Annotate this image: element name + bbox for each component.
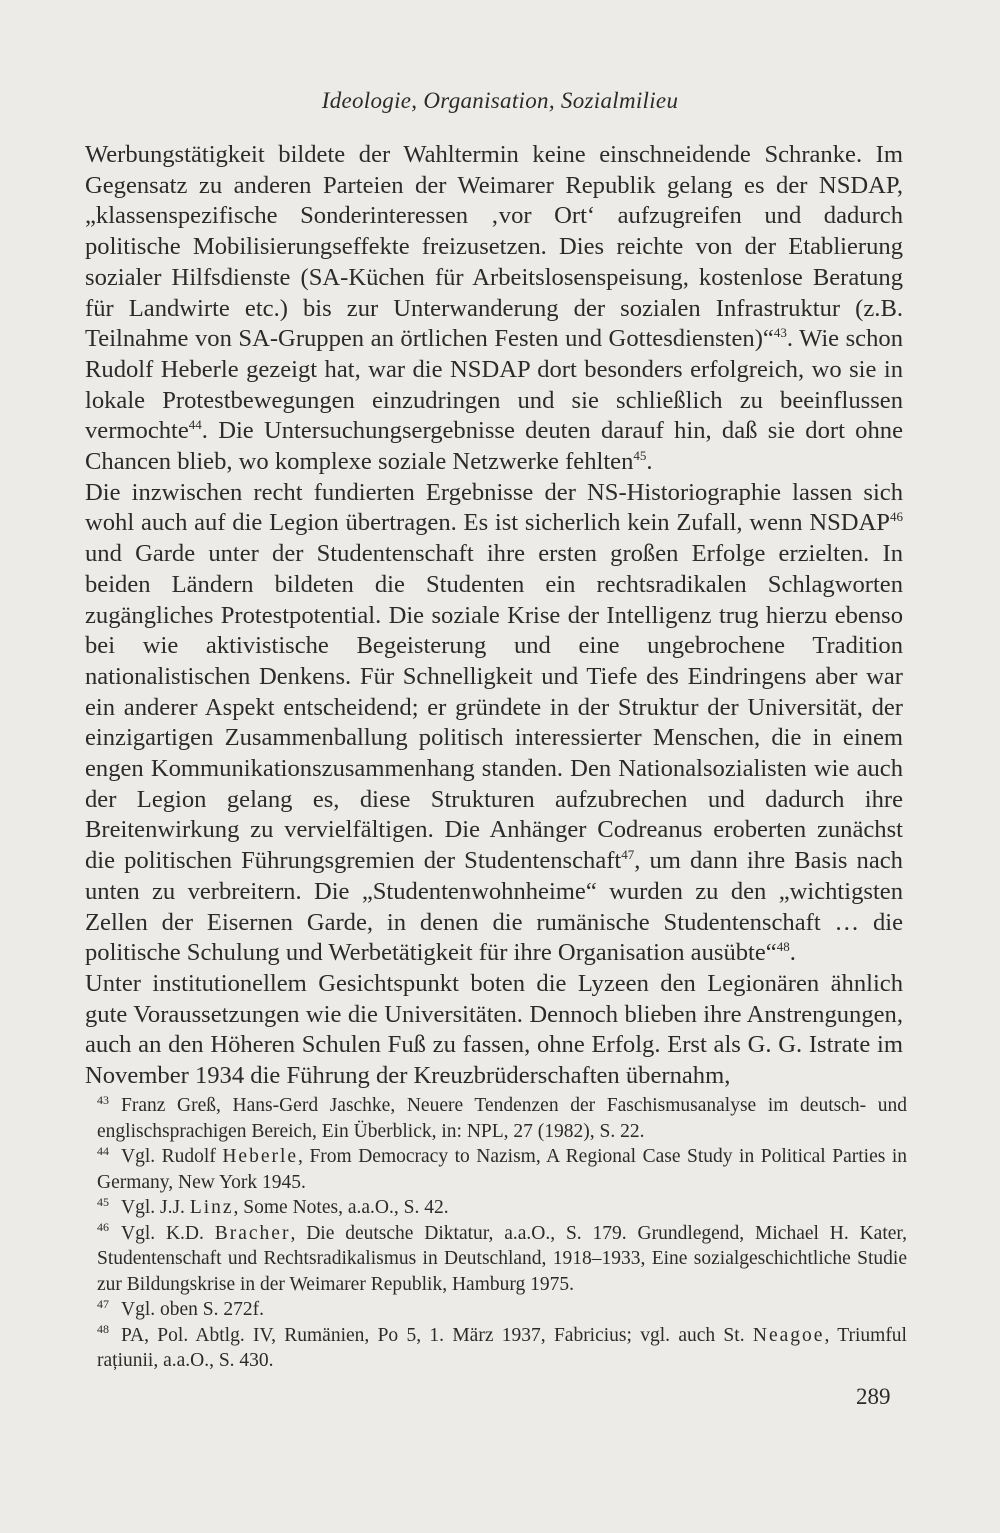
text-run: Werbungstätigkeit bildete der Wahltermin keine einschneidende Schranke. Im Gegensatz zu anderen Parteien der Weimarer Republik gelang es der NSDAP, „klassenspezifische Sonderinteressen ‚vor Ort‘ aufzugreifen und dadurch politische Mobilisierungseffekte freizusetzen. Dies reichte von der Etablierung sozialer Hilfsdienste (SA-Küchen für Arbeitslosenspeisung, kostenlose Beratung für Landwirte etc.) bis zur Unterwanderung der sozialen Infrastruktur (z.B. Teilnahme von SA-Gruppen an örtlichen Festen und Gottesdiensten)“ (85, 141, 903, 353)
author-name: Heberle (222, 1146, 299, 1167)
footnotes (97, 1093, 907, 1374)
author-name: Neagoe (752, 1324, 825, 1346)
footnote-number: 48 (97, 1322, 109, 1336)
footnote (97, 1144, 907, 1195)
footnote-number: 43 (97, 1092, 109, 1107)
author-name: Bracher (214, 1222, 291, 1244)
body-text (85, 140, 903, 1092)
footnote (97, 1093, 907, 1144)
text-run: und Garde unter der Studentenschaft ihre ersten großen Erfolge erzielten. In beiden Ländern bildeten die Studenten ein rechtsradikalen Schlagworten zugängliches Protestpotential. Die soziale Krise der Intelligenz trug hierzu ebenso bei wie aktivistische Begeisterung und eine ungebrochene Tradition nationalistischen Denkens. Für Schnelligkeit und Tiefe des Eindringens aber war ein anderer Aspekt entscheidend; er gründete in der Struktur der Universität, der einzigartigen Zusammenballung politisch interessierter Menschen, die in einem engen Kommunikationszusammenhang standen. Den Nationalsozialisten wie auch der Legion gelang es, diese Strukturen aufzubrechen und dadurch ihre Breitenwirkung zu vervielfältigen. Die Anhänger Codreanus eroberten zunächst die politischen Führungsgremien der Studentenschaft (85, 540, 903, 875)
text-run: . (789, 939, 796, 967)
footnote-text: PA, Pol. Abtlg. IV, Rumänien, Po 5, 1. März 1937, Fabricius; vgl. auch St. (121, 1324, 753, 1346)
footnote-ref[interactable]: 44 (188, 417, 202, 433)
footnote-number: 45 (97, 1194, 109, 1209)
paragraph (85, 478, 903, 969)
text-run: , um dann ihre Basis nach unten zu verbreitern. Die „Studentenwohnheime“ wurden zu den „wichtigsten Zellen der Eisernen Garde, in denen die rumänische Studentenschaft … die politische Schulung und Werbetätigkeit für ihre Organisation ausübte“ (85, 847, 903, 967)
footnote-ref[interactable]: 47 (621, 846, 635, 862)
footnote-text: Franz Greß, Hans-Gerd Jaschke, Neuere Tendenzen der Faschismusanalyse im deutsch- und englischsprachigen Bereich, Ein Überblick, in: NPL, 27 (1982), S. 22. (97, 1095, 907, 1142)
footnote-ref[interactable]: 46 (890, 509, 903, 525)
page-number: 289 (856, 1384, 891, 1409)
footnote-text: , Triumful rațiunii, a.a.O., S. 430. (97, 1324, 907, 1371)
footnote-ref[interactable]: 43 (773, 325, 787, 341)
footnote-text: , Some Notes, a.a.O., S. 42. (233, 1197, 449, 1218)
footnote (97, 1297, 907, 1323)
author-name: Linz (189, 1197, 234, 1218)
footnote-text: , Die deutsche Diktatur, a.a.O., S. 179. Grundlegend, Michael H. Kater, Studentenschaft und Rechtsradikalismus in Deutschland, 1918–1933, Eine sozialgeschichtliche Studie zur Bildungskrise in der Weimarer Republik, Hamburg 1975. (97, 1222, 907, 1295)
footnote-text: Vgl. Rudolf (121, 1146, 223, 1167)
text-run: . Wie schon Rudolf Heberle gezeigt hat, war die NSDAP dort besonders erfolgreich, wo sie in lokale Protestbewegungen einzudringen und sie schließlich zu beeinflussen vermochte (85, 325, 903, 445)
footnote-number: 46 (97, 1220, 109, 1234)
running-header: Ideologie, Organisation, Sozialmilieu (321, 88, 679, 113)
footnote-text: Vgl. oben S. 272f. (121, 1299, 264, 1320)
text-run: . (646, 448, 653, 476)
paragraph (85, 140, 903, 478)
text-run: Die inzwischen recht fundierten Ergebnisse der NS-Historiographie lassen sich wohl auch auf die Legion übertragen. Es ist sicherlich kein Zufall, wenn NSDAP (85, 478, 903, 537)
text-run: . Die Untersuchungsergebnisse deuten darauf hin, daß sie dort ohne Chancen blieb, wo komplexe soziale Netzwerke fehlten (85, 417, 903, 476)
footnote (97, 1195, 907, 1221)
footnote-text: , From Democracy to Nazism, A Regional Case Study in Political Parties in Germany, New York 1945. (97, 1146, 907, 1193)
footnote-number: 44 (97, 1143, 109, 1158)
footnote (97, 1323, 907, 1374)
footnote-text: Vgl. K.D. (121, 1222, 215, 1244)
footnote-number: 47 (97, 1296, 109, 1311)
paragraph: Unter institutionellem Gesichtspunkt boten die Lyzeen den Legionären ähnlich gute Voraussetzungen wie die Universitäten. Dennoch blieben ihre Anstrengungen, auch an den Höheren Schulen Fuß zu fassen, ohne Erfolg. Erst als G. G. Istrate im November 1934 die Führung der Kreuzbrüderschaften übernahm, (85, 969, 903, 1090)
footnote (97, 1221, 907, 1298)
footnote-text: Vgl. J.J. (121, 1197, 190, 1218)
footnote-ref[interactable]: 45 (633, 447, 647, 463)
footnote-ref[interactable]: 48 (776, 939, 790, 955)
